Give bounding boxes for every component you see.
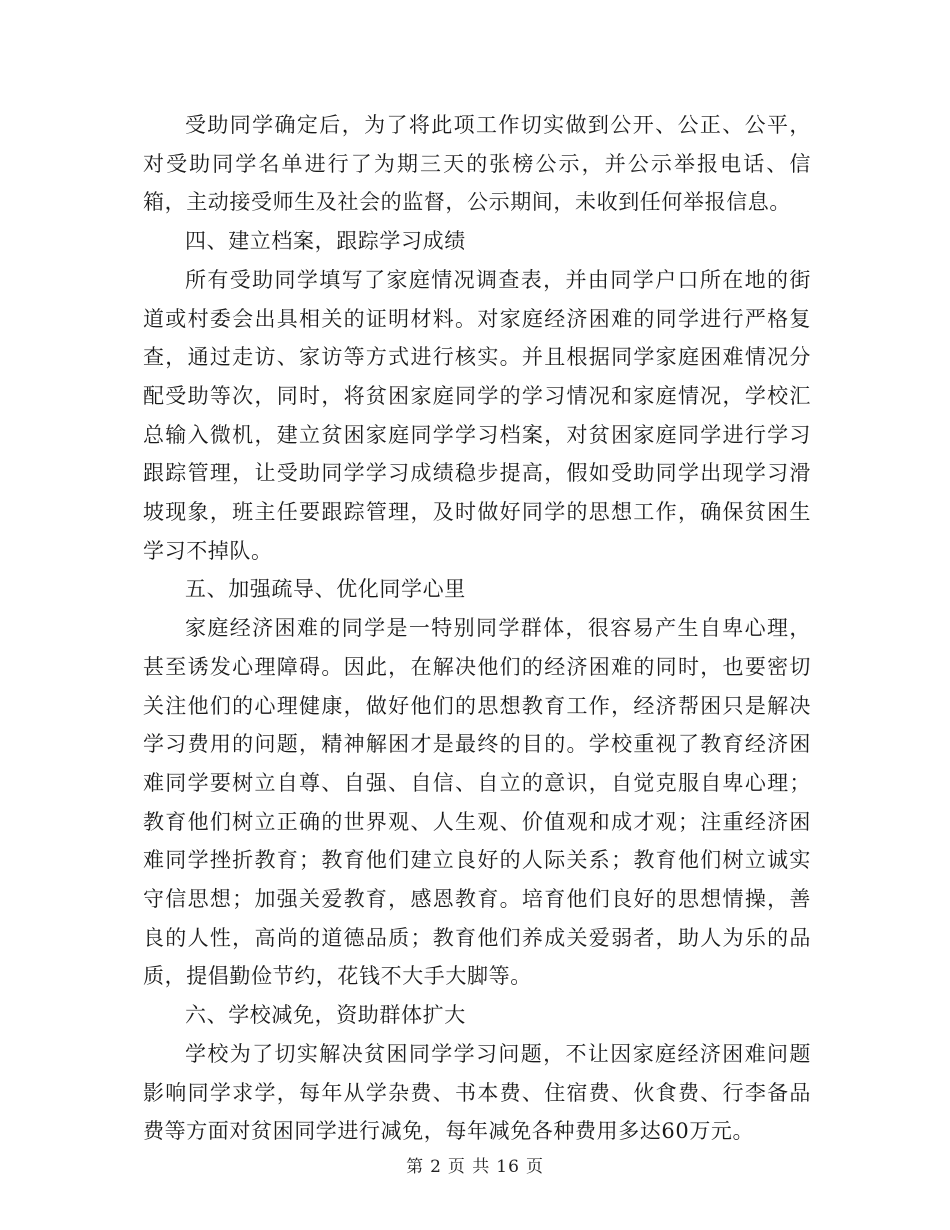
section-heading-counseling: 五、加强疏导、优化同学心里	[185, 577, 466, 602]
paragraph-reduction: 学校为了切实解决贫困同学学习问题，不让因家庭经济困难问题影响同学求学，每年从学杂费、书本费、住宿费、伙食费、行李备品费等方面对贫困同学进行减免，每年减免各种费用多达60万元。	[143, 1041, 811, 1144]
section-heading-archives: 四、建立档案，跟踪学习成绩	[185, 229, 466, 254]
footer-prefix: 第	[406, 1157, 425, 1177]
paragraph-counseling: 家庭经济困难的同学是一特别同学群体，很容易产生自卑心理，甚至诱发心理障碍。因此，在解决他们的经济困难的同时，也要密切关注他们的心理健康，做好他们的思想教育工作，经济帮困只是解决学习费用的问题，精神解困才是最终的目的。学校重视了教育经济困难同学要树立自尊、自强、自信、自立的意识，自觉克服自卑心理；教育他们树立正确的世界观、人生观、价值观和成才观；注重经济困难同学挫折教育；教育他们建立良好的人际关系；教育他们树立诚实守信思想；加强关爱教育，感恩教育。培育他们良好的思想情操，善良的人性，高尚的道德品质；教育他们养成关爱弱者，助人为乐的品质，提倡勤俭节约，花钱不大手大脚等。	[143, 616, 811, 989]
footer-current-page: 2	[430, 1157, 442, 1177]
footer-total-pages: 16	[496, 1157, 520, 1177]
paragraph-publicity: 受助同学确定后，为了将此项工作切实做到公开、公正、公平，对受助同学名单进行了为期三天的张榜公示，并公示举报电话、信箱，主动接受师生及社会的监督，公示期间，未收到任何举报信息。	[143, 113, 811, 215]
section-heading-reduction: 六、学校减免，资助群体扩大	[185, 1003, 466, 1028]
footer-suffix: 页	[525, 1157, 544, 1177]
document-body	[143, 106, 811, 1151]
footer-middle: 页 共	[447, 1157, 491, 1177]
paragraph-archives: 所有受助同学填写了家庭情况调查表，并由同学户口所在地的街道或村委会出具相关的证明材料。对家庭经济困难的同学进行严格复查，通过走访、家访等方式进行核实。并且根据同学家庭困难情况分配受助等次，同时，将贫困家庭同学的学习情况和家庭情况，学校汇总输入微机，建立贫困家庭同学学习档案，对贫困家庭同学进行学习跟踪管理，让受助同学学习成绩稳步提高，假如受助同学出现学习滑坡现象，班主任要跟踪管理，及时做好同学的思想工作，确保贫困生学习不掉队。	[143, 267, 811, 563]
page-footer	[0, 1152, 950, 1177]
